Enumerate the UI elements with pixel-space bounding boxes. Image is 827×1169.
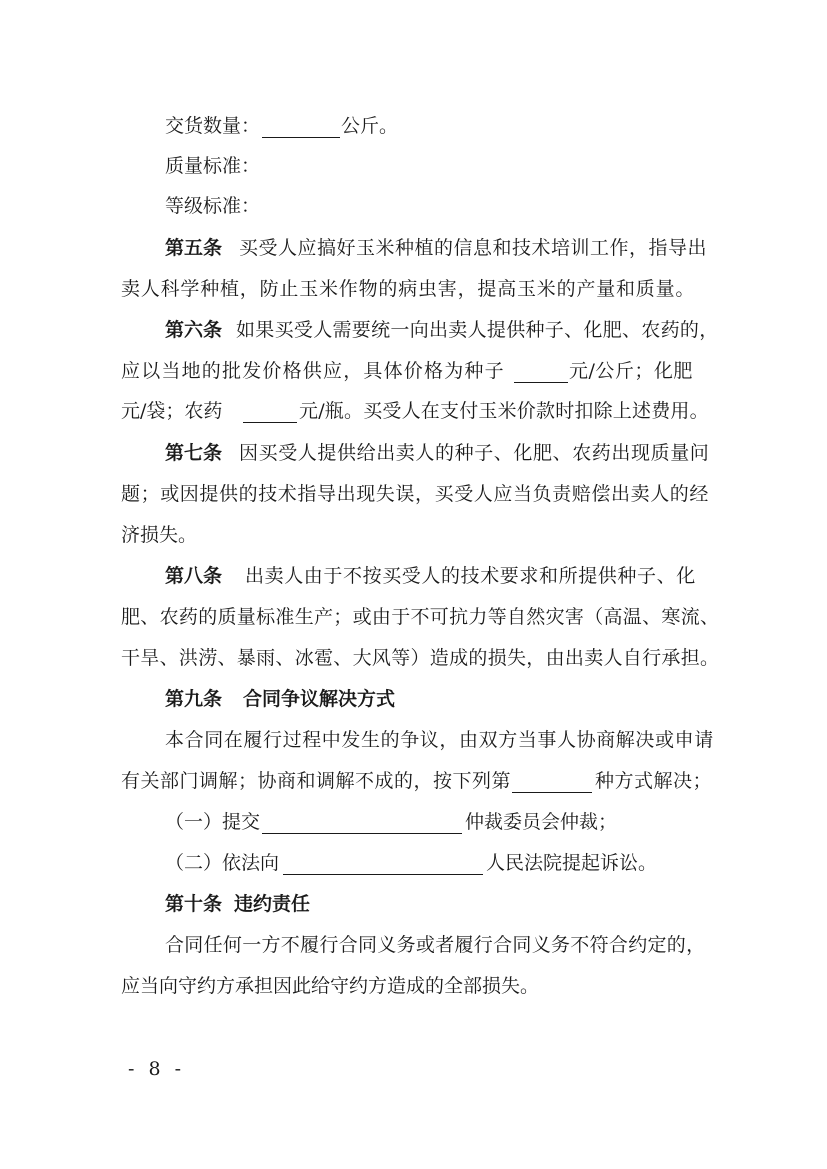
blank-field[interactable] [262, 115, 340, 138]
blank-field[interactable] [243, 400, 297, 423]
quality-standard-line: 质量标准： [165, 155, 261, 177]
article-7-line-2: 题；或因提供的技术指导出现失误，买受人应当负责赔偿出卖人的经 [121, 483, 710, 505]
article-10-title: 违约责任 [234, 893, 311, 915]
blank-field[interactable] [514, 360, 568, 383]
blank-field[interactable] [262, 811, 462, 834]
article-6-heading: 第六条 [165, 319, 223, 341]
article-6-line-1: 第六条 如果买受人需要统一向出卖人提供种子、化肥、农药的， [0, 309, 827, 351]
article-5-heading: 第五条 [165, 237, 223, 259]
blank-field[interactable] [283, 852, 483, 875]
article-9-title: 合同争议解决方式 [243, 688, 396, 710]
article-10-line-2: 应当向守约方承担因此给守约方造成的全部损失。 [121, 975, 540, 997]
article-9-line-1: 本合同在履行过程中发生的争议，由双方当事人协商解决或申请 [165, 729, 714, 751]
article-9-option-2: （二）依法向 人民法院提起诉讼。 [165, 852, 658, 874]
article-9-heading-line [0, 678, 827, 720]
article-10-heading: 第十条 [165, 893, 223, 915]
article-7-line-1: 第七条 因买受人提供给出卖人的种子、化肥、农药出现质量问 [0, 432, 827, 474]
article-10-heading-line [0, 883, 827, 925]
article-8-line-1: 第八条 出卖人由于不按买受人的技术要求和所提供种子、化 [0, 555, 827, 597]
article-5-line-1: 第五条 买受人应搞好玉米种植的信息和技术培训工作，指导出 [0, 227, 827, 269]
article-7-heading: 第七条 [165, 442, 223, 464]
article-8-line-2: 肥、农药的质量标准生产；或由于不可抗力等自然灾害（高温、寒流、 [121, 606, 720, 628]
article-10-line-1: 合同任何一方不履行合同义务或者履行合同义务不符合约定的， [165, 934, 706, 956]
article-9-option-1: （一）提交 仲裁委员会仲裁； [165, 811, 618, 833]
grade-standard-line: 等级标准： [165, 195, 261, 217]
delivery-quantity-line: 交货数量： 公斤。 [165, 115, 399, 137]
article-8-heading: 第八条 [165, 565, 223, 587]
article-9-line-2: 有关部门调解；协商和调解不成的，按下列第 种方式解决； [121, 770, 713, 792]
blank-field[interactable] [512, 770, 592, 793]
article-9-heading: 第九条 [165, 688, 223, 710]
article-8-line-3: 干旱、洪涝、暴雨、冰雹、大风等）造成的损失，由出卖人自行承担。 [121, 647, 720, 669]
article-6-line-3: 元/袋；农药 元/瓶。买受人在支付玉米价款时扣除上述费用。 [121, 400, 709, 422]
article-6-line-2: 应以当地的批发价格供应，具体价格为种子 元/公斤；化肥 [121, 360, 693, 382]
article-7-line-3: 济损失。 [121, 524, 198, 546]
page-number: - 8 - [128, 1058, 186, 1080]
article-5-line-2: 卖人科学种植，防止玉米作物的病虫害，提高玉米的产量和质量。 [121, 278, 696, 300]
